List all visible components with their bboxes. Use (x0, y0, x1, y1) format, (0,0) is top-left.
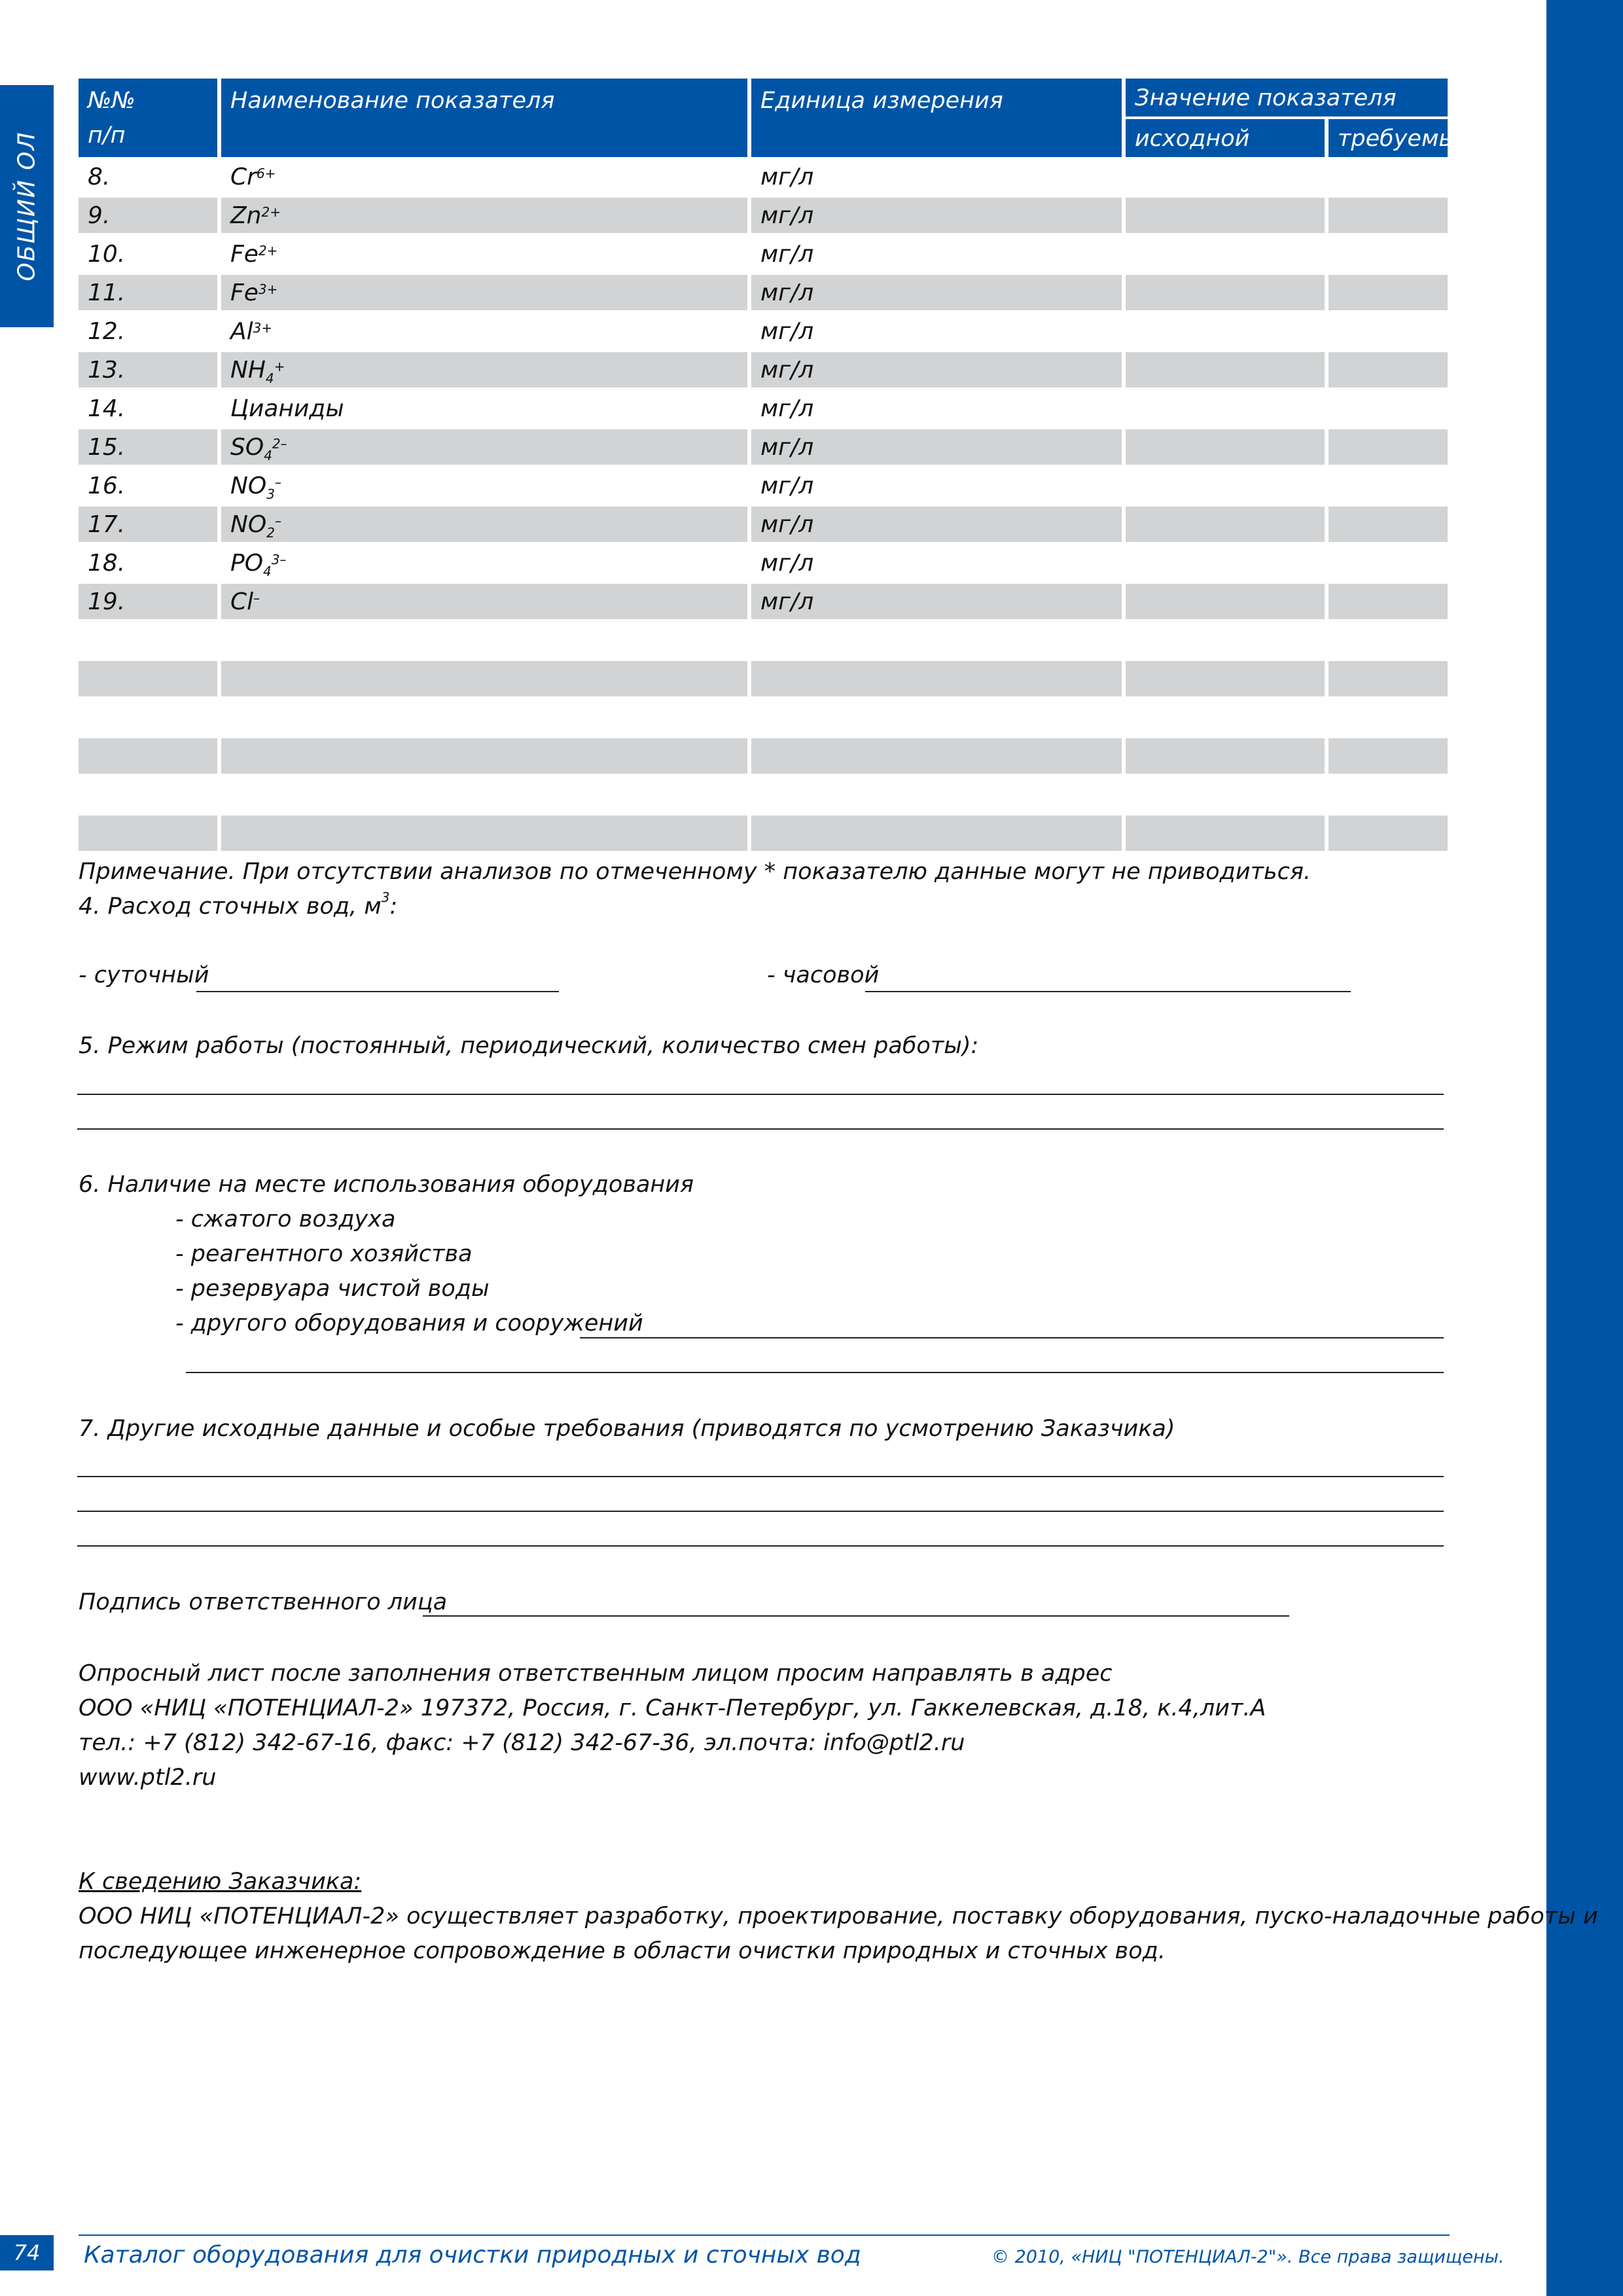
unit-cell: мг/л (751, 429, 1122, 465)
initial-value-input[interactable] (1126, 507, 1325, 542)
required-value-input[interactable] (1329, 622, 1448, 658)
table-row (79, 198, 1448, 233)
header-name: Наименование показателя (221, 79, 747, 157)
contact-phones: тел.: +7 (812) 342-67-16, факс: +7 (812) 342-67-36, эл.почта: info@ptl2.ru (79, 1730, 965, 1756)
row-number: 16. (88, 473, 126, 499)
row-number (79, 661, 217, 696)
signature-label: Подпись ответственного лица (79, 1589, 448, 1615)
row-number: 17. (79, 507, 217, 542)
section-side-tab-label: ОБЩИЙ ОЛ (13, 131, 41, 281)
required-value-input[interactable] (1329, 584, 1448, 619)
contact-address: ООО «НИЦ «ПОТЕНЦИАЛ-2» 197372, Россия, г. Санкт-Петербург, ул. Гаккелевская, д.18, к.4,лит.А (79, 1695, 1266, 1721)
indicator-name (221, 622, 747, 658)
unit-cell: мг/л (751, 584, 1122, 619)
indicator-name: $NH_4^+$ (221, 352, 747, 387)
initial-value-input[interactable] (1126, 661, 1325, 696)
unit-cell: мг/л (751, 507, 1122, 542)
initial-value-input[interactable] (1126, 468, 1325, 503)
required-value-input[interactable] (1329, 429, 1448, 465)
section-4-title: 4. Расход сточных вод, $м^3$: (79, 889, 398, 920)
header-initial: исходной воды (1126, 119, 1325, 157)
table-row (79, 738, 1448, 774)
section-6-item: - реагентного хозяйства (175, 1241, 473, 1267)
table-row (79, 584, 1448, 619)
hourly-input-line[interactable] (865, 991, 1351, 992)
table-row (79, 622, 1448, 658)
row-number: 12. (88, 318, 126, 345)
table-row (79, 661, 1448, 696)
section-7-input-line[interactable] (77, 1511, 1444, 1512)
unit-cell (751, 777, 1122, 812)
indicator-name (221, 661, 747, 696)
initial-value-input[interactable] (1126, 816, 1325, 851)
required-value-input[interactable] (1329, 545, 1448, 581)
unit-cell: мг/л (751, 275, 1122, 310)
row-number: 13. (79, 352, 217, 387)
initial-value-input[interactable] (1126, 198, 1325, 233)
table-row (79, 236, 1448, 272)
indicator-name: Цианиды (230, 395, 344, 422)
row-number (79, 738, 217, 774)
initial-value-input[interactable] (1126, 738, 1325, 774)
unit-cell (751, 738, 1122, 774)
unit-cell: мг/л (751, 198, 1122, 233)
unit-cell (751, 622, 1122, 658)
header-value: Значение показателя (1126, 79, 1448, 117)
unit-cell (751, 700, 1122, 735)
required-value-input[interactable] (1329, 314, 1448, 349)
unit-cell: мг/л (760, 473, 814, 499)
section-5-input-line[interactable] (77, 1128, 1444, 1130)
indicator-name: $NO_3^-$ (230, 473, 281, 503)
notice-title: К сведению Заказчика: (79, 1869, 362, 1895)
required-value-input[interactable] (1329, 391, 1448, 426)
indicator-name: Cl– (221, 584, 747, 619)
section-6-item: - сжатого воздуха (175, 1206, 396, 1232)
unit-cell (751, 661, 1122, 696)
header-required: требуемые (1329, 119, 1448, 157)
unit-cell: мг/л (751, 352, 1122, 387)
other-equipment-input-line[interactable] (186, 1372, 1444, 1373)
unit-cell (751, 816, 1122, 851)
table-row (79, 314, 1448, 349)
right-edge-bar (1546, 0, 1623, 2296)
notice-text: ООО НИЦ «ПОТЕНЦИАЛ-2» осуществляет разработку, проектирование, поставку оборудования, пуско-наладочные работы и (79, 1903, 1598, 1929)
row-number: 18. (88, 550, 126, 577)
contact-line: Опросный лист после заполнения ответственным лицом просим направлять в адрес (79, 1660, 1113, 1687)
required-value-input[interactable] (1329, 159, 1448, 194)
section-6-item: - резервуара чистой воды (175, 1276, 490, 1302)
other-equipment-input-line[interactable] (580, 1337, 1444, 1338)
table-row (79, 275, 1448, 310)
required-value-input[interactable] (1329, 468, 1448, 503)
table-row (79, 816, 1448, 851)
required-value-input[interactable] (1329, 352, 1448, 387)
indicator-name: $NO_2^-$ (221, 507, 747, 542)
indicator-name: $Fe^{2+}$ (230, 241, 278, 268)
indicator-name (221, 816, 747, 851)
row-number: 15. (79, 429, 217, 465)
initial-value-input[interactable] (1126, 352, 1325, 387)
row-number: 14. (88, 395, 126, 422)
header-num: №№ п/п (79, 79, 217, 157)
table-row (79, 159, 1448, 194)
row-number: 11. (79, 275, 217, 310)
initial-value-input[interactable] (1126, 236, 1325, 272)
footer-title: Каталог оборудования для очистки природных и сточных вод (84, 2242, 861, 2269)
required-value-input[interactable] (1329, 777, 1448, 812)
table-row (79, 391, 1448, 426)
table-row (79, 352, 1448, 387)
contact-website[interactable]: www.ptl2.ru (79, 1765, 217, 1791)
initial-value-input[interactable] (1126, 391, 1325, 426)
signature-input-line[interactable] (423, 1615, 1289, 1617)
table-row (79, 429, 1448, 465)
daily-input-line[interactable] (196, 991, 559, 992)
required-value-input[interactable] (1329, 507, 1448, 542)
table-row (79, 777, 1448, 812)
section-7-title: 7. Другие исходные данные и особые требования (приводятся по усмотрению Заказчика) (79, 1416, 1175, 1442)
table-row (79, 700, 1448, 735)
unit-cell: мг/л (760, 164, 814, 190)
initial-value-input[interactable] (1126, 159, 1325, 194)
section-6-title: 6. Наличие на месте использования оборудования (79, 1172, 694, 1198)
row-number: 19. (79, 584, 217, 619)
row-number (79, 622, 217, 658)
required-value-input[interactable] (1329, 700, 1448, 735)
indicator-name: $Fe^{3+}$ (221, 275, 747, 310)
initial-value-input[interactable] (1126, 429, 1325, 465)
table-row (79, 507, 1448, 542)
section-5-input-line[interactable] (77, 1094, 1444, 1095)
required-value-input[interactable] (1329, 816, 1448, 851)
initial-value-input[interactable] (1126, 622, 1325, 658)
section-6-item: - другого оборудования и сооружений (175, 1310, 643, 1336)
indicator-name: $Cr^{6+}$ (230, 164, 276, 190)
footer-copyright: © 2010, «НИЦ "ПОТЕНЦИАЛ-2"». Все права защищены. (991, 2247, 1505, 2267)
row-number: 8. (88, 164, 111, 190)
page-number: 74 (13, 2240, 41, 2265)
indicator-name (221, 738, 747, 774)
table-row (79, 468, 1448, 503)
indicator-name: $PO_4^{3-}$ (230, 550, 287, 580)
row-number (79, 777, 217, 812)
initial-value-input[interactable] (1126, 275, 1325, 310)
header-unit: Единица измерения (751, 79, 1122, 157)
section-5-title: 5. Режим работы (постоянный, периодический, количество смен работы): (79, 1033, 979, 1059)
row-number: 9. (79, 198, 217, 233)
row-number (79, 700, 217, 735)
indicator-name: $Al^{3+}$ (230, 318, 273, 345)
daily-label: - суточный (79, 962, 209, 988)
initial-value-input[interactable] (1126, 700, 1325, 735)
unit-cell: мг/л (760, 318, 814, 345)
initial-value-input[interactable] (1126, 314, 1325, 349)
unit-cell: мг/л (760, 550, 814, 577)
initial-value-input[interactable] (1126, 545, 1325, 581)
section-7-input-line[interactable] (77, 1545, 1444, 1547)
indicator-name (221, 777, 747, 812)
required-value-input[interactable] (1329, 275, 1448, 310)
required-value-input[interactable] (1329, 661, 1448, 696)
hourly-label: - часовой (767, 962, 880, 988)
note-text: Примечание. При отсутствии анализов по отмеченному * показателю данные могут не приводиться. (79, 859, 1311, 885)
section-7-input-line[interactable] (77, 1476, 1444, 1477)
initial-value-input[interactable] (1126, 777, 1325, 812)
initial-value-input[interactable] (1126, 584, 1325, 619)
unit-cell: мг/л (760, 241, 814, 268)
unit-cell: мг/л (760, 395, 814, 422)
required-value-input[interactable] (1329, 198, 1448, 233)
required-value-input[interactable] (1329, 236, 1448, 272)
indicator-name (221, 700, 747, 735)
required-value-input[interactable] (1329, 738, 1448, 774)
row-number: 10. (88, 241, 126, 268)
indicator-name: $Zn^{2+}$ (221, 198, 747, 233)
footer-divider (79, 2234, 1450, 2236)
notice-text: последующее инженерное сопровождение в области очистки природных и сточных вод. (79, 1938, 1166, 1964)
indicator-name: $SO_4^{2-}$ (221, 429, 747, 465)
table-row (79, 545, 1448, 581)
row-number (79, 816, 217, 851)
